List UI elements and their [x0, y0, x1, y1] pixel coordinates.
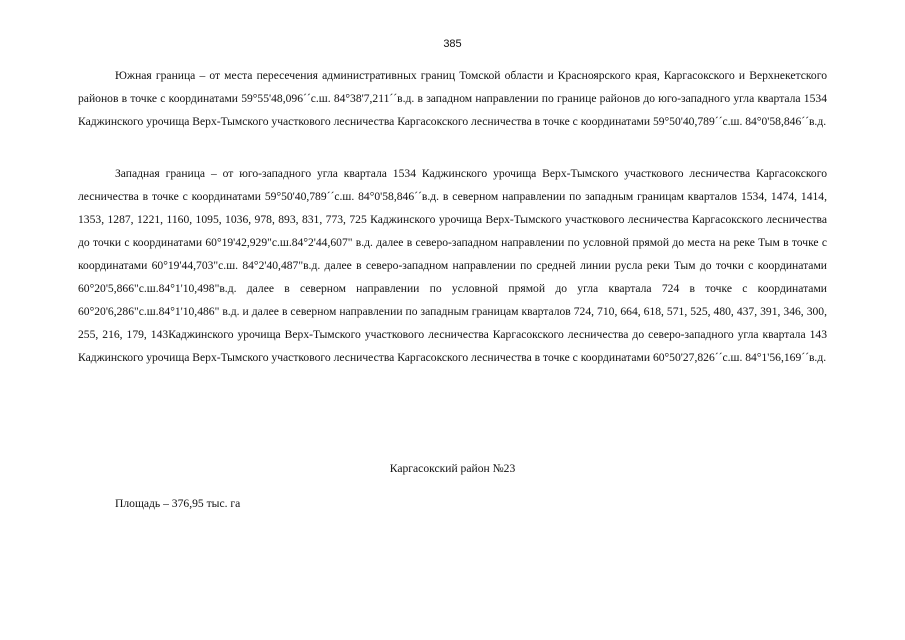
page-number: 385 — [443, 38, 462, 50]
west-boundary-paragraph: Западная граница – от юго-западного угла квартала 1534 Каджинского урочища Верх-Тымского участкового лесничества Каргасокского лесничества в точке с координатами 59°50'40,789´´с.ш. 84°0'58,846´´в.д. в северном направлении по западным границам кварталов 1534, 1474, 1414, 1353, 1287, 1221, 1160, 1095, 1036, 978, 893, 831, 773, 725 Каджинского урочища Верх-Тымского участкового лесничества Каргасокского лесничества до точки с координатами 60°19'42,929"с.ш.84°2'44,607" в.д. далее в северо-западном направлении по условной прямой до места на реке Тым в точке с координатами 60°19'44,703"с.ш. 84°2'40,487"в.д. далее в северо-западном направлении по средней линии русла реки Тым до точки с координатами 60°20'5,866"с.ш.84°1'10,498"в.д. далее в северном направлении по условной прямой до угла квартала 724 в точке с координатами 60°20'6,286"с.ш.84°1'10,486" в.д. и далее в северном направлении по западным границам кварталов 724, 710, 664, 618, 571, 525, 480, 437, 391, 346, 300, 255, 216, 179, 143Каджинского урочища Верх-Тымского участкового лесничества Каргасокского лесничества до северо-западного угла квартала 143 Каджинского урочища Верх-Тымского участкового лесничества Каргасокского лесничества в точке с координатами 60°50'27,826´´с.ш. 84°1'56,169´´в.д. — [78, 167, 827, 364]
district-area: Площадь – 376,95 тыс. га — [115, 497, 241, 510]
district-title: Каргасокский район №23 — [389, 462, 516, 475]
south-boundary-paragraph: Южная граница – от места пересечения административных границ Томской области и Красноярского края, Каргасокского и Верхнекетского районов в точке с координатами 59°55'48,096´´с.ш. 84°38'7,211´´в.д. в западном направлении по границе районов до юго-западного угла квартала 1534 Каджинского урочища Верх-Тымского участкового лесничества Каргасокского лесничества в точке с координатами 59°50'40,789´´с.ш. 84°0'58,846´´в.д. — [78, 69, 827, 128]
